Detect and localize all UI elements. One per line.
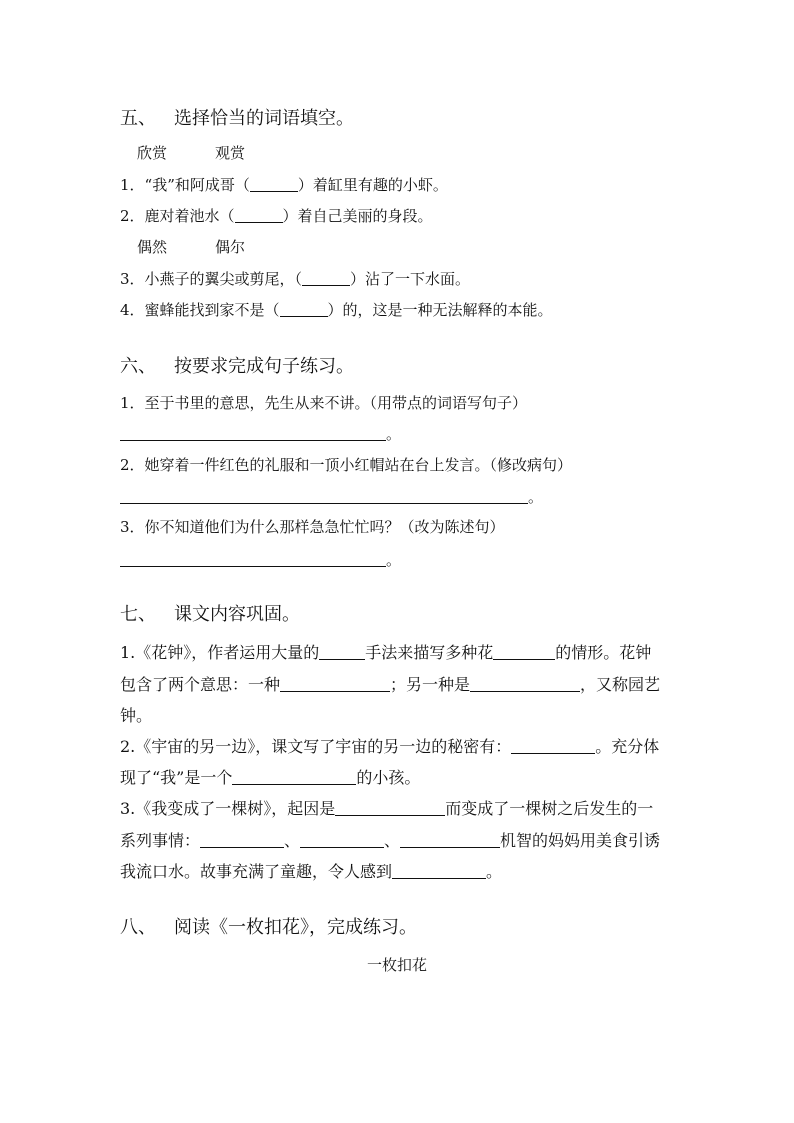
answer-blank[interactable] <box>232 770 356 785</box>
word-option: 欣赏 <box>137 144 168 162</box>
word-option: 偶然 <box>137 238 168 256</box>
word-options-1 <box>137 146 245 161</box>
s7-question-1-line-3: 钟。 <box>120 706 153 725</box>
question-text: 而变成了一棵树之后发生的一 <box>445 799 654 818</box>
question-text: 现了“我”是一个 <box>120 768 233 787</box>
question-text: 2.《宇宙的另一边》，课文写了宇宙的另一边的秘密有： <box>120 737 512 756</box>
answer-blank[interactable] <box>335 801 445 816</box>
word-options-2 <box>137 240 245 255</box>
question-text: 系列事情： <box>120 831 201 850</box>
s5-question-1 <box>120 177 448 193</box>
answer-blank[interactable] <box>511 739 595 754</box>
answer-blank[interactable] <box>493 645 555 660</box>
answer-blank[interactable] <box>302 271 350 286</box>
answer-blank[interactable] <box>280 302 328 317</box>
s7-question-2-line-2 <box>120 770 420 786</box>
question-text: ）着自己美丽的身段。 <box>282 207 433 225</box>
answer-blank[interactable] <box>250 177 298 192</box>
question-text: 3．小燕子的翼尖或剪尾，（ <box>120 270 303 288</box>
section-7-heading <box>120 606 300 624</box>
answer-blank[interactable] <box>470 677 580 692</box>
s6-answer-1 <box>120 426 401 442</box>
s6-answer-3 <box>120 552 401 568</box>
separator: 、 <box>384 831 401 850</box>
s7-question-3-line-1 <box>120 801 653 817</box>
question-text: ，又称园艺 <box>580 675 661 694</box>
s7-question-3-line-2 <box>120 833 660 849</box>
answer-blank[interactable] <box>280 677 390 692</box>
question-text: 机智的妈妈用美食引诱 <box>500 831 661 850</box>
question-text: ）着缸里有趣的小虾。 <box>297 176 448 194</box>
question-text: ）沾了一下水面。 <box>350 270 471 288</box>
section-8-number: 八、 <box>120 917 156 938</box>
question-text: ；另一种是 <box>390 675 471 694</box>
question-text: 的小孩。 <box>356 768 421 787</box>
answer-line[interactable] <box>120 489 528 504</box>
question-text: 。 <box>486 862 503 881</box>
section-8-heading <box>120 919 417 937</box>
section-7-number: 七、 <box>120 604 156 625</box>
section-5-title: 选择恰当的词语填空。 <box>174 108 354 129</box>
question-text: ）的，这是一种无法解释的本能。 <box>327 301 553 319</box>
answer-blank[interactable] <box>319 645 365 660</box>
section-5-number: 五、 <box>120 108 156 129</box>
section-6-heading <box>120 358 354 376</box>
s5-question-3 <box>120 271 470 287</box>
s7-question-3-line-3 <box>120 864 502 880</box>
s6-question-1: 1．至于书里的意思，先生从来不讲。（用带点的词语写句子） <box>120 394 528 412</box>
period: 。 <box>386 551 402 569</box>
s7-question-1-line-1 <box>120 645 651 661</box>
s5-question-2 <box>120 208 433 224</box>
s6-answer-2 <box>120 489 543 505</box>
word-option: 观赏 <box>215 144 246 162</box>
section-5-heading <box>120 110 354 128</box>
answer-blank[interactable] <box>300 833 384 848</box>
s7-question-2-line-1 <box>120 739 659 755</box>
question-text: 1．“我”和阿成哥（ <box>120 176 250 194</box>
answer-blank[interactable] <box>400 833 500 848</box>
separator: 、 <box>284 831 301 850</box>
s6-question-2: 2．她穿着一件红色的礼服和一顶小红帽站在台上发言。（修改病句） <box>120 456 573 474</box>
question-text: 的情形。花钟 <box>555 643 652 662</box>
question-text: 3.《我变成了一棵树》，起因是 <box>120 799 336 818</box>
answer-blank[interactable] <box>200 833 284 848</box>
question-text: 4．蜜蜂能找到家不是（ <box>120 301 280 319</box>
question-text: 1.《花钟》，作者运用大量的 <box>120 643 320 662</box>
question-text: 手法来描写多种花 <box>365 643 494 662</box>
passage-title: 一枚扣花 <box>366 956 427 974</box>
s6-question-3: 3．你不知道他们为什么那样急急忙忙吗？（改为陈述句） <box>120 518 505 536</box>
question-text: 我流口水。故事充满了童趣，令人感到 <box>120 862 393 881</box>
answer-line[interactable] <box>120 426 386 441</box>
s7-question-1-line-2 <box>120 677 660 693</box>
section-6-number: 六、 <box>120 356 156 377</box>
question-text: 包含了两个意思：一种 <box>120 675 281 694</box>
section-6-title: 按要求完成句子练习。 <box>174 356 354 377</box>
section-8-title: 阅读《一枚扣花》，完成练习。 <box>174 917 417 938</box>
answer-blank[interactable] <box>392 864 486 879</box>
answer-line[interactable] <box>120 552 386 567</box>
question-text: 。充分体 <box>595 737 660 756</box>
answer-blank[interactable] <box>235 208 283 223</box>
question-text: 2．鹿对着池水（ <box>120 207 235 225</box>
section-7-title: 课文内容巩固。 <box>174 604 300 625</box>
period: 。 <box>386 425 402 443</box>
word-option: 偶尔 <box>215 238 246 256</box>
period: 。 <box>528 488 544 506</box>
s5-question-4 <box>120 302 553 318</box>
